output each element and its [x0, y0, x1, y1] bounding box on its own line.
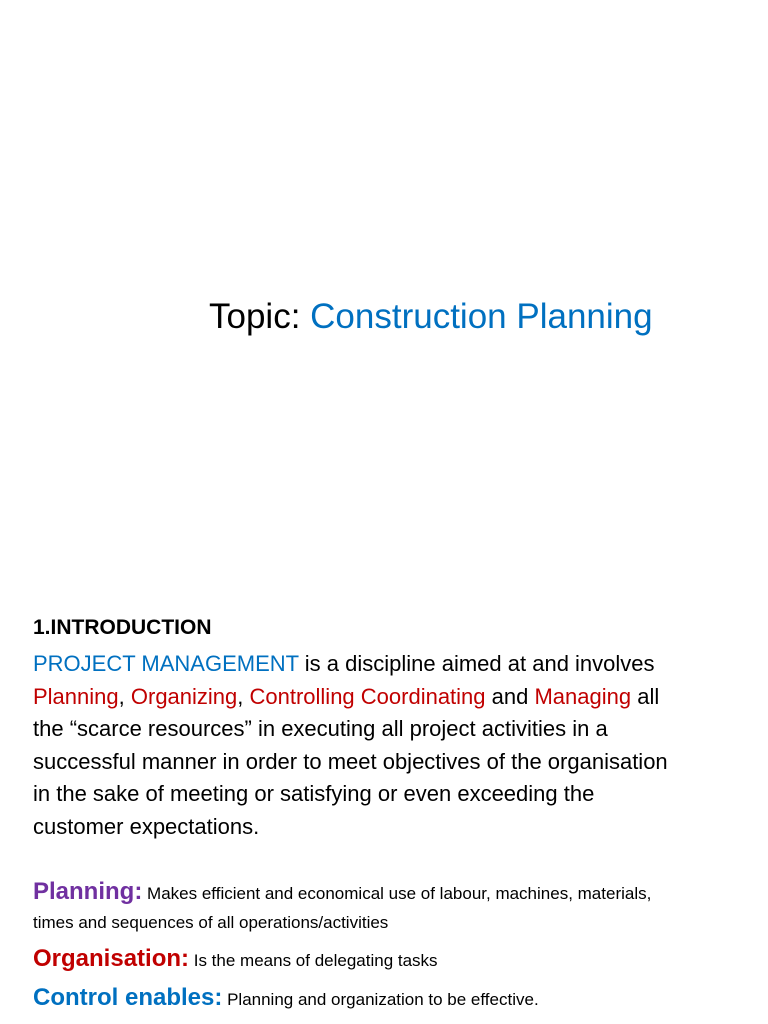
- definition-control: [33, 982, 539, 1017]
- definition-term-organisation: Organisation:: [33, 945, 190, 972]
- definition-term-control: Control enables:: [33, 984, 223, 1011]
- definition-organisation: [33, 943, 438, 978]
- intro-line-2: [33, 681, 758, 714]
- title-prefix: Topic:: [209, 297, 311, 336]
- term-managing: Managing: [534, 683, 632, 709]
- definition-planning: [33, 877, 651, 936]
- definition-desc-control: Planning and organization to be effective.: [222, 990, 539, 1009]
- term-controlling-coordinating: Controlling Coordinating: [249, 683, 486, 709]
- term-project-management: PROJECT MANAGEMENT: [33, 651, 299, 676]
- intro-line-2-tail: all: [631, 683, 660, 709]
- section-heading: 1.INTRODUCTION: [33, 616, 212, 639]
- definition-desc-planning: Makes efficient and economical use of labour, machines, materials,: [142, 884, 652, 903]
- title-subject: Construction Planning: [310, 297, 653, 336]
- intro-line-1-rest: is a discipline aimed at and involves: [298, 651, 655, 676]
- separator: ,: [237, 683, 250, 709]
- separator: ,: [118, 683, 131, 709]
- intro-line-5: in the sake of meeting or satisfying or even exceeding the: [33, 781, 595, 806]
- conjunction: and: [485, 683, 535, 709]
- term-organizing: Organizing: [130, 683, 238, 709]
- intro-paragraph: [33, 648, 758, 843]
- intro-line-4: successful manner in order to meet objectives of the organisation: [33, 748, 668, 774]
- intro-line-6: customer expectations.: [33, 813, 260, 839]
- definition-desc-organisation: Is the means of delegating tasks: [189, 951, 438, 970]
- page-title: [209, 294, 653, 340]
- term-planning: Planning: [33, 683, 119, 709]
- definition-desc-planning-continued: times and sequences of all operations/activities: [33, 913, 389, 932]
- definition-term-planning: Planning:: [33, 878, 143, 905]
- intro-line-3: the “scarce resources” in executing all project activities in a: [33, 716, 608, 741]
- intro-line-1: [33, 648, 758, 681]
